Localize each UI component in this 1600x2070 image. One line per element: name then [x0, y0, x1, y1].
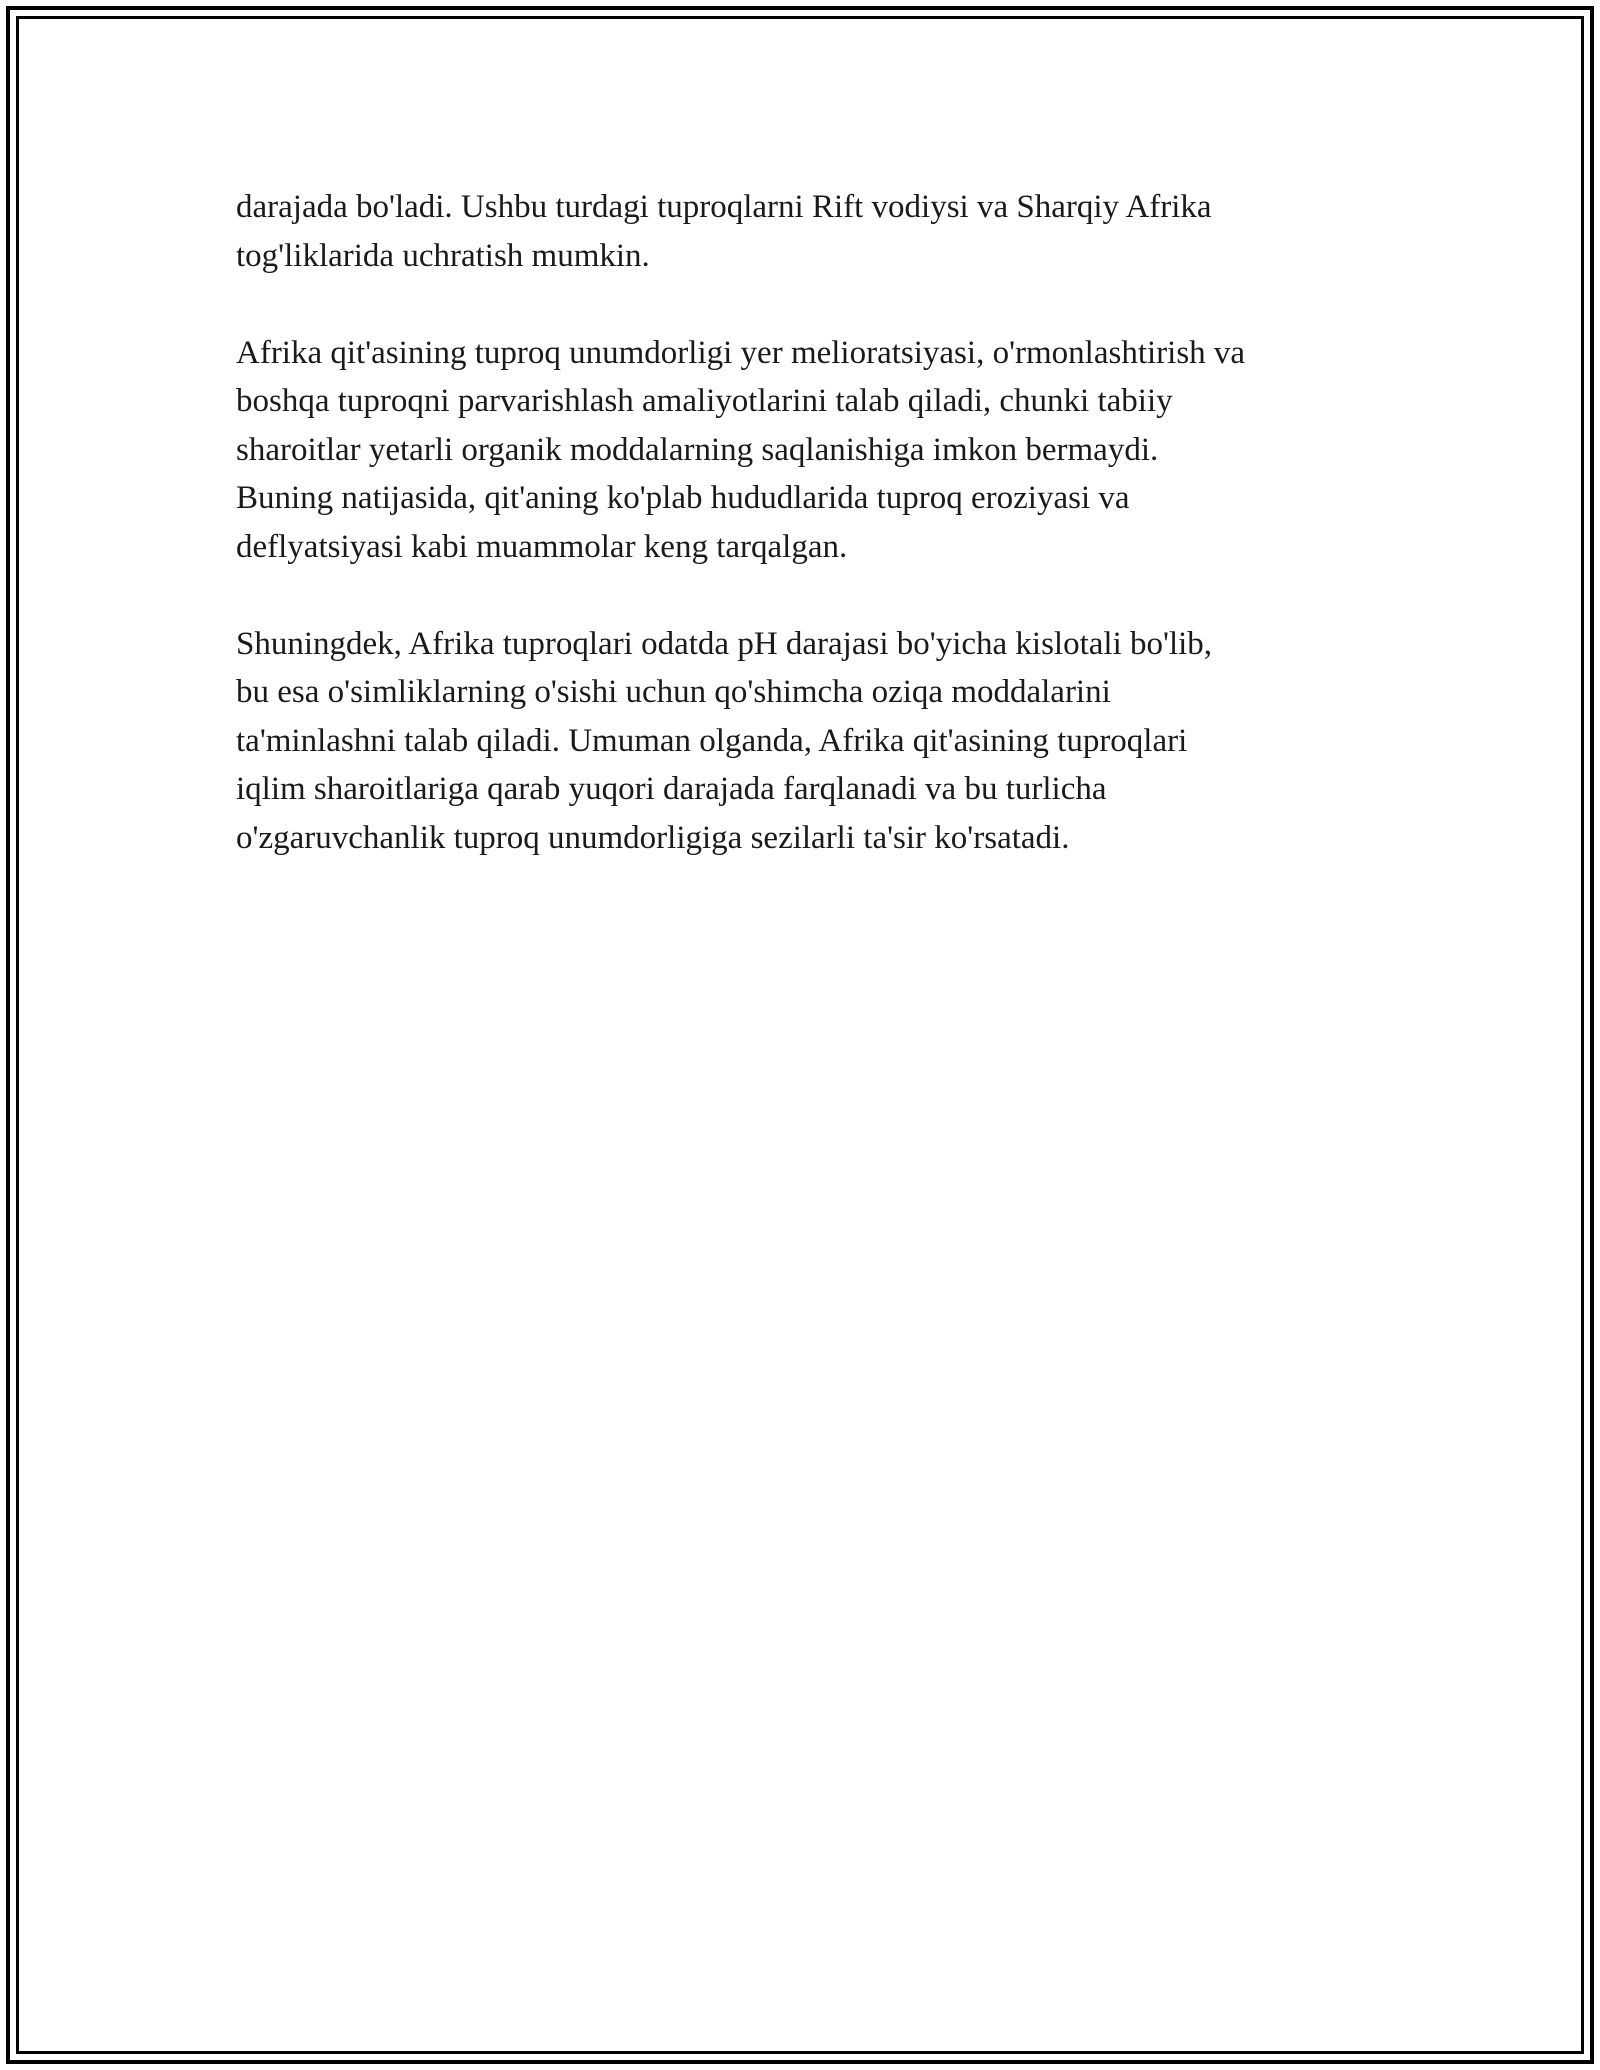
text-line: Buning natijasida, qit'aning ko'plab hududlarida tuproq eroziyasi va: [236, 480, 1130, 516]
paragraph-3: [236, 620, 1366, 863]
text-line: deflyatsiyasi kabi muammolar keng tarqalgan.: [236, 528, 848, 565]
text-line: tog'liklarida uchratish mumkin.: [236, 237, 650, 274]
document-body: [236, 183, 1366, 911]
text-line: o'zgaruvchanlik tuproq unumdorligiga sezilarli ta'sir ko'rsatadi.: [236, 819, 1070, 856]
text-line: sharoitlar yetarli organik moddalarning saqlanishiga imkon bermaydi.: [236, 431, 1159, 468]
text-line: Afrika qit'asining tuproq unumdorligi yer melioratsiyasi, o'rmonlashtirish va: [236, 334, 1246, 371]
text-line: iqlim sharoitlariga qarab yuqori darajada farqlanadi va bu turlicha: [236, 771, 1107, 807]
paragraph-2: [236, 329, 1366, 572]
text-line: darajada bo'ladi. Ushbu turdagi tuproqlarni Rift vodiysi va Sharqiy Afrika: [236, 189, 1212, 225]
text-line: bu esa o'simliklarning o'sishi uchun qo'shimcha oziqa moddalarini: [236, 674, 1111, 710]
text-line: boshqa tuproqni parvarishlash amaliyotlarini talab qiladi, chunki tabiiy: [236, 383, 1173, 419]
paragraph-1: [236, 183, 1366, 280]
text-line: Shuningdek, Afrika tuproqlari odatda pH darajasi bo'yicha kislotali bo'lib,: [236, 625, 1213, 662]
text-line: ta'minlashni talab qiladi. Umuman olganda, Afrika qit'asining tuproqlari: [236, 722, 1188, 759]
